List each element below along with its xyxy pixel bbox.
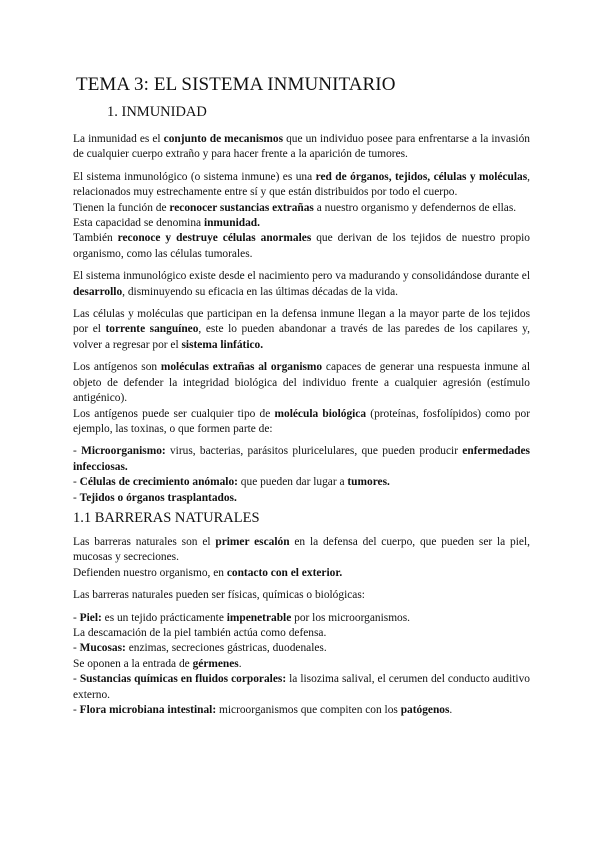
text-run: El sistema inmunológico (o sistema inmune) es una — [73, 170, 316, 183]
text-run: Los antígenos puede ser cualquier tipo de — [73, 407, 275, 420]
paragraph — [73, 269, 530, 300]
bold-text: inmunidad. — [203, 217, 260, 230]
text-run: capaces de generar una respuesta inmune al objeto de defender la integridad biológica del individuo frente a cualquier agresión (estímulo antigénico). — [73, 361, 530, 405]
body-section-1 — [73, 132, 530, 506]
text-run: Defienden nuestro organismo, en — [73, 566, 227, 579]
paragraph — [73, 588, 530, 603]
bold-text: Flora microbiana intestinal: — [79, 704, 217, 716]
text-run: , este lo pueden abandonar a través de las paredes de los capilares y, volver a regresar por el — [73, 323, 530, 351]
bold-text: Sustancias químicas en fluidos corporales: — [79, 673, 287, 686]
body-section-2 — [73, 535, 530, 718]
text-run: en la defensa del cuerpo, que pueden ser la piel, mucosas y secreciones. — [73, 535, 530, 564]
paragraph — [73, 703, 530, 718]
text-run: Las barreras naturales son el — [73, 535, 216, 548]
bold-text: Células de crecimiento anómalo: — [79, 476, 238, 489]
bold-text: desarrollo — [73, 285, 123, 298]
paragraph — [73, 307, 530, 353]
paragraph — [73, 657, 530, 672]
text-run: - — [73, 673, 80, 686]
text-run: , disminuyendo su eficacia en las últimas décadas de la vida. — [122, 285, 398, 298]
paragraph — [73, 566, 530, 581]
text-run: La descamación de la piel también actúa como defensa. — [73, 626, 327, 639]
text-run: - — [73, 704, 80, 716]
text-run: que pueden dar lugar a — [237, 476, 348, 489]
paragraph — [73, 444, 530, 475]
text-run: - — [73, 642, 80, 655]
bold-text: torrente sanguíneo — [105, 323, 199, 336]
subtitle-heading: 1. INMUNIDAD — [107, 104, 207, 120]
text-run: Tienen la función de — [73, 201, 170, 214]
paragraph — [73, 641, 530, 656]
bold-text: reconocer sustancias extrañas — [169, 201, 314, 214]
bold-text: Mucosas: — [79, 642, 126, 655]
page-title: TEMA 3: EL SISTEMA INMUNITARIO — [76, 74, 396, 95]
paragraph — [73, 216, 530, 231]
paragraph — [73, 360, 530, 406]
bold-text: tumores. — [347, 476, 390, 489]
bold-text: reconoce y destruye células anormales — [117, 232, 312, 245]
bold-text: gérmenes — [192, 657, 239, 670]
text-run: virus, bacterias, parásitos pluricelulares, que pueden producir — [165, 445, 463, 458]
text-run: Se oponen a la entrada de — [73, 657, 193, 670]
text-run: El sistema inmunológico existe desde el nacimiento pero va madurando y consolidándose durante el — [73, 270, 530, 283]
paragraph — [73, 491, 530, 506]
bold-text: patógenos — [400, 704, 450, 716]
text-run: Las barreras naturales pueden ser físicas, químicas o biológicas: — [73, 589, 365, 602]
bold-text: red de órganos, tejidos, células y moléculas — [315, 170, 528, 183]
text-run: a nuestro organismo y defendernos de ellas. — [313, 201, 517, 214]
paragraph — [73, 201, 530, 216]
text-run: , relacionados muy estrechamente entre sí y que están distribuidos por todo el cuerpo. — [73, 170, 530, 199]
text-run: que un individuo posee para enfrentarse a la invasión de cualquier cuerpo extraño y para hacer frente a la aparición de tumores. — [73, 133, 530, 161]
bold-text: moléculas extrañas al organismo — [160, 361, 323, 374]
text-run: enzimas, secreciones gástricas, duodenales. — [125, 642, 327, 655]
text-run: Las células y moléculas que participan en la defensa inmune llegan a la mayor parte de los tejidos por el — [73, 308, 530, 336]
text-run: es un tejido prácticamente — [101, 611, 227, 624]
bold-text: enfermedades infecciosas. — [73, 445, 530, 473]
text-run: Esta capacidad se denomina — [73, 217, 204, 230]
paragraph — [73, 231, 530, 262]
text-run: que derivan de los tejidos de nuestro propio organismo, como las células tumorales. — [73, 232, 530, 260]
text-run: - — [73, 445, 82, 458]
bold-text: Microorganismo: — [81, 445, 166, 458]
bold-text: primer escalón — [215, 535, 290, 548]
text-run: la lisozima salival, el cerumen del conducto auditivo externo. — [73, 673, 530, 701]
text-run: La inmunidad es el — [73, 133, 164, 145]
text-run: microorganismos que compiten con los — [216, 704, 401, 716]
text-run: - — [73, 491, 80, 504]
text-run: Los antígenos son — [73, 361, 161, 374]
bold-text: Tejidos o órganos trasplantados. — [79, 491, 237, 504]
paragraph — [73, 132, 530, 163]
text-run: También — [73, 232, 118, 245]
paragraph — [73, 611, 530, 626]
paragraph — [73, 170, 530, 201]
text-run: . — [238, 657, 242, 670]
text-run: - — [73, 476, 80, 489]
paragraph — [73, 475, 530, 490]
bold-text: impenetrable — [226, 611, 292, 624]
bold-text: sistema linfático. — [181, 338, 264, 351]
text-run: - — [73, 611, 80, 624]
bold-text: Piel: — [79, 611, 102, 624]
text-run: (proteínas, fosfolípidos) como por ejemplo, las toxinas, o que formen parte de: — [73, 407, 530, 435]
section-heading: 1.1 BARRERAS NATURALES — [73, 509, 260, 526]
paragraph — [73, 407, 530, 438]
bold-text: conjunto de mecanismos — [163, 133, 284, 145]
bold-text: molécula biológica — [274, 407, 367, 420]
bold-text: contacto con el exterior. — [226, 566, 343, 579]
paragraph — [73, 672, 530, 703]
paragraph — [73, 535, 530, 566]
paragraph — [73, 626, 530, 641]
text-run: por los microorganismos. — [291, 611, 411, 624]
text-run: . — [449, 704, 453, 716]
